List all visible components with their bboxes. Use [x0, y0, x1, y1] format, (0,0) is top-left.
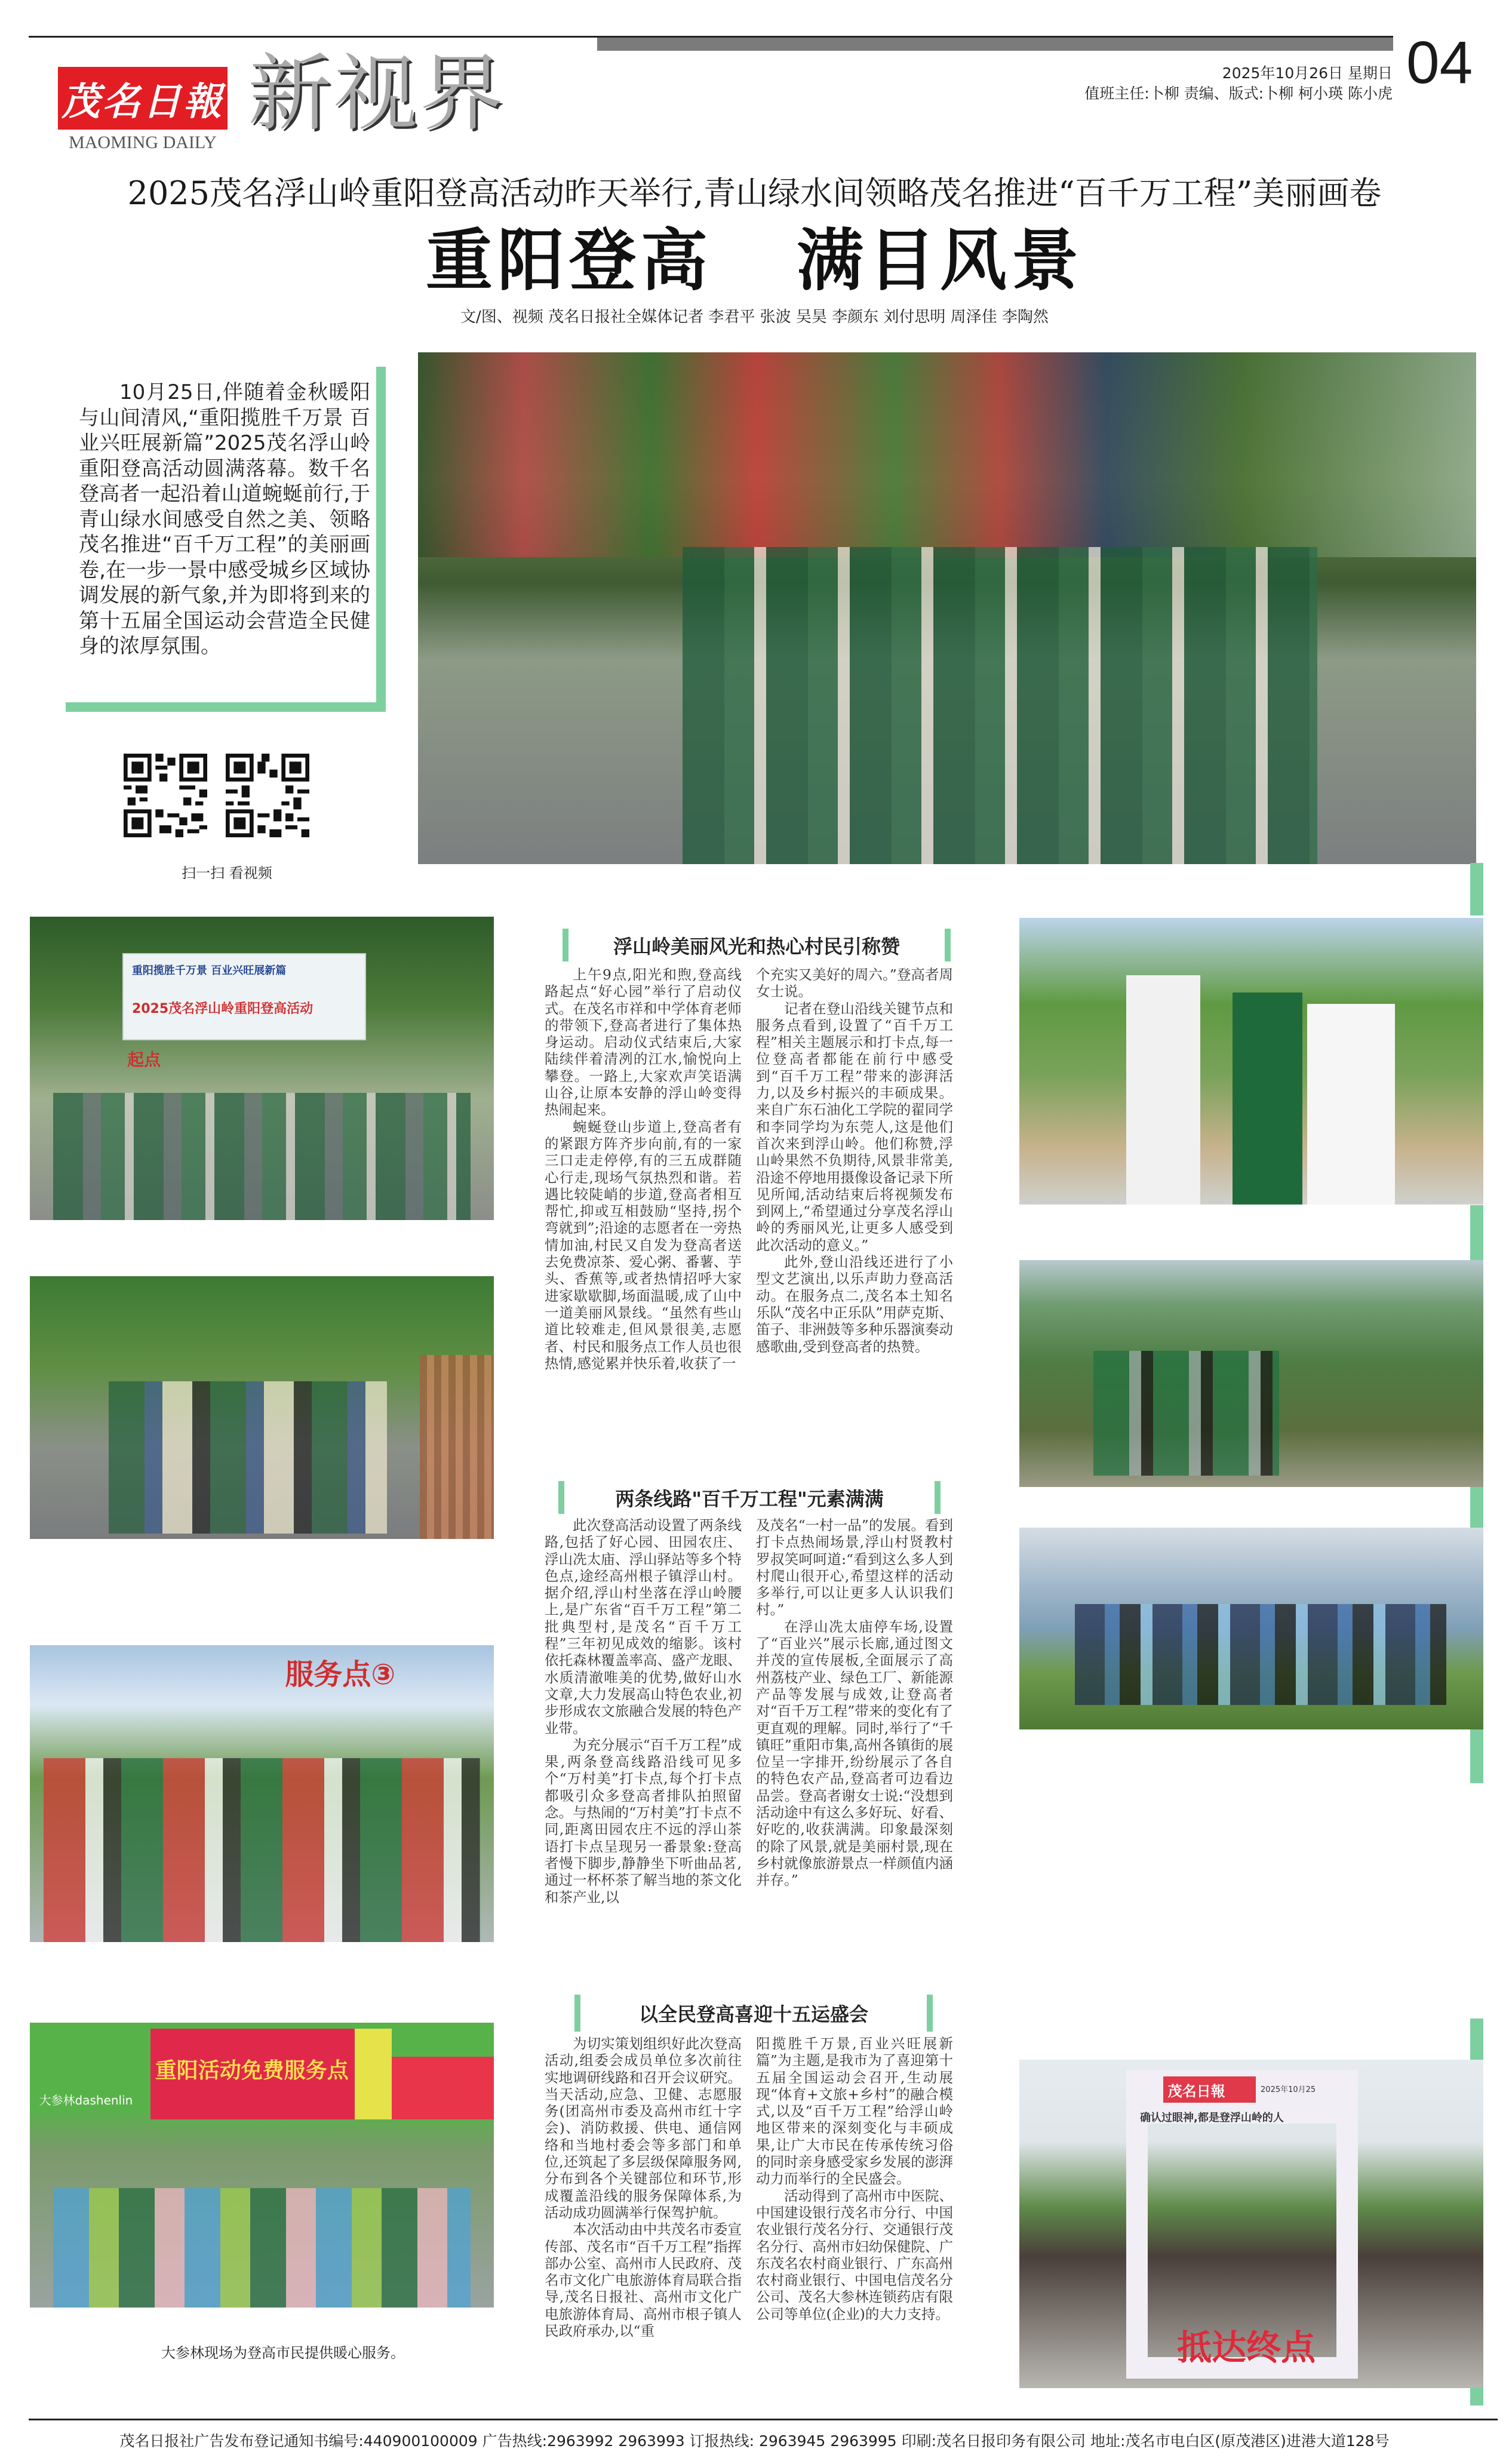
accent-bar	[1470, 2388, 1483, 2405]
photo-group-summit	[1019, 1528, 1483, 1729]
paragraph: 此外,登山沿线还进行了小型文艺演出,以乐声助力登高活动。在服务点二,茂名本土知名乐队“茂名中正乐队”用萨克斯、笛子、非洲鼓等多种乐器演奏动感歌曲,受到登高者的热赞。	[756, 1253, 953, 1355]
article-subheadline: 2025茂名浮山岭重阳登高活动昨天举行,青山绿水间领略茂名推进“百千万工程”美丽画卷	[127, 174, 1382, 212]
paragraph: 为充分展示“百千万工程”成果,两条登高线路沿线可见多个“万村美”打卡点,每个打卡点都吸引众多登高者排队拍照留念。与热闹的“万村美”打卡点不同,距离田园农庄不远的浮山茶语打卡点呈现另一番景象:登高者慢下脚步,静静坐下听曲品茗,通过一杯杯茶了解当地的茶文化和茶产业,以	[545, 1736, 742, 1906]
section-heading-3	[574, 1995, 933, 2032]
intro-frame-horizontal	[66, 702, 386, 712]
paragraph: 记者在登山沿线关键节点和服务点看到,设置了“百千万工程”相关主题展示和打卡点,每一位登高者都能在前行中感受到“百千万工程”带来的澎湃活力,以及乡村振兴的丰硕成果。来自广东石油化工学院的翟同学和李同学均为东莞人,这是他们首次来到浮山岭。他们称赞,浮山岭果然不负期待,风景非常美,沿途不停地用摄像设备记录下所见所闻,活动结束后将视频发布到网上,“希望通过分享茂名浮山岭的秀丽风光,让更多人感受到此次活动的意义。”	[756, 1000, 953, 1253]
qr-code-icon[interactable]	[226, 754, 309, 837]
footer-info: 茂名日报社广告发布登记通知书编号:440900100009 广告热线:2963992 2963993 订报热线: 2963945 2963995 印刷:茂名日报印务有限公司 地址:茂名市电白区(原茂港区)进港大道128号	[119, 2432, 1390, 2450]
paragraph: 个充实又美好的周六。”登高者周女士说。	[756, 966, 953, 1000]
paragraph: 蜿蜒登山步道上,登高者有的紧跟方阵齐步向前,有的一家三口走走停停,有的三五成群随心行走,现场气氛热烈和谐。若遇比较陡峭的步道,登高者相互帮忙,抑或互相鼓励“坚持,拐个弯就到”;沿途的志愿者在一旁热情加油,村民又自发为登高者送去免费凉茶、爱心粥、番薯、芋头、香蕉等,或者热情招呼大家进家歇歇脚,场面温暖,成了山中一道美丽风景线。“虽然有些山道比较难走,但风景很美,志愿者、村民和服务点工作人员也很热情,感觉累并快乐着,收获了一	[545, 1118, 742, 1372]
section-2-column-1	[545, 1517, 742, 1947]
arch-slogan: 重阳揽胜千万景 百业兴旺展新篇	[131, 964, 287, 978]
qr-caption: 扫一扫 看视频	[182, 865, 272, 881]
accent-bar	[1470, 863, 1483, 915]
arch-start-mark: 起点	[127, 1050, 161, 1070]
arch-title: 2025茂名浮山岭重阳登高活动	[131, 1001, 314, 1017]
section-heading-text: 浮山岭美丽风光和热心村民引称赞	[613, 935, 900, 958]
photo-start-arch	[30, 917, 494, 1220]
photo-finish-frame	[1019, 2060, 1483, 2388]
flag-crowd	[418, 352, 1476, 557]
paragraph: 在浮山冼太庙停车场,设置了“百业兴”展示长廊,通过图文并茂的宣传展板,全面展示了高州荔枝产业、绿色工厂、新能源产品等发展与成效,让登高者对“百千万工程”带来的变化有了更直观的理解。同时,举行了“千镇旺”重阳市集,高州各镇街的展位呈一字排开,纷纷展示了各自的特色农产品,登高者可边看边品尝。登高者谢女士说:“没想到活动途中有这么多好玩、好看、好吃的,收获满满。印象最深刻的除了风景,就是美丽村景,现在乡村就像旅游景点一样颜值内涵并存。”	[756, 1618, 953, 1889]
section-3-column-1	[545, 2035, 742, 2405]
qr-code-icon[interactable]	[124, 754, 207, 837]
article-byline: 文/图、视频 茂名日报社全媒体记者 李君平 张波 吴昊 李颜东 刘付思明 周泽佳 李陶然	[460, 308, 1049, 326]
paragraph: 本次活动由中共茂名市委宣传部、茂名市“百千万工程”指挥部办公室、高州市人民政府、茂名市文化广电旅游体育局联合指导,茂名日报社、高州市文化广电旅游体育局、高州市根子镇人民政府承办,以“重	[545, 2221, 742, 2340]
section-1-column-1	[545, 966, 742, 1432]
frame-finish: 抵达终点	[1177, 2327, 1316, 2368]
photo-caption-tent: 大参林现场为登高市民提供暖心服务。	[161, 2345, 405, 2361]
section-heading-text: 两条线路"百千万工程"元素满满	[615, 1487, 884, 1510]
issue-date: 2025年10月26日 星期日	[1222, 64, 1393, 82]
green-shirt-crowd	[683, 547, 1317, 864]
footer-rule	[29, 2419, 1498, 2420]
accent-bar	[1470, 1487, 1483, 1528]
intro-frame-vertical	[376, 367, 386, 712]
section-1-column-2	[756, 966, 953, 1432]
newspaper-logo: 茂名日報	[58, 67, 228, 130]
paragraph: 阳揽胜千万景,百业兴旺展新篇”为主题,是我市为了喜迎第十五届全国运动会召开,生动展现“体育+文旅+乡村”的融合模式,以及“百千万工程”给浮山岭地区带来的深刻变化与丰硕成果,让广大市民在传承传统习俗的同时亲身感受家乡发展的澎湃动力而举行的全民盛会。	[756, 2035, 953, 2188]
hero-photo-hikers	[418, 352, 1476, 864]
paragraph: 为切实策划组织好此次登高活动,组委会成员单位多次前往实地调研线路和召开会议研究。当天活动,应急、卫健、志愿服务(团高州市委及高州市红十字会)、消防救援、供电、通信网络和当地村委会等多部门和单位,还筑起了多层级保障服务网,分布到各个关键部位和环节,形成覆盖沿线的服务保障体系,为活动成功圆满举行保驾护航。	[545, 2035, 742, 2221]
paragraph: 此次登高活动设置了两条线路,包括了好心园、田园农庄、浮山冼太庙、浮山驿站等多个特色点,途经高州根子镇浮山村。据介绍,浮山村坐落在浮山岭腰上,是广东省“百千万工程”第二批典型村,是茂名“百千万工程”三年初见成效的缩影。该村依托森林覆盖率高、盛产龙眼、水质清澈唯美的优势,做好山水文章,大力发展高山特色农业,初步形成农文旅融合发展的特色产业带。	[545, 1517, 742, 1737]
accent-bar	[1470, 1205, 1483, 1261]
photo-tent-service	[30, 2023, 494, 2308]
frame-logo: 茂名日報	[1167, 2083, 1225, 2100]
accent-bar	[1470, 2018, 1483, 2060]
paragraph: 上午9点,阳光和煦,登高线路起点“好心园”举行了启动仪式。在茂名市祥和中学体育老师的带领下,登高者进行了集体热身运动。启动仪式结束后,大家陆续伴着清冽的江水,愉悦向上攀登。一路上,大家欢声笑语满山谷,让原本安静的浮山岭变得热闹起来。	[545, 966, 742, 1119]
frame-date: 2025年10月25	[1261, 2085, 1316, 2094]
photo-three-hikers	[1019, 918, 1483, 1205]
accent-bar	[1470, 1729, 1483, 1783]
photo-hikers-road	[30, 1276, 494, 1539]
section-heading-text: 以全民登高喜迎十五运盛会	[638, 2003, 868, 2026]
editor-credits: 值班主任:卜柳 责编、版式:卜柳 柯小瑛 陈小虎	[1084, 85, 1393, 102]
tent-banner: 重阳活动免费服务点	[155, 2059, 349, 2084]
paragraph: 活动得到了高州市中医院、中国建设银行茂名市分行、中国农业银行茂名分行、交通银行茂名分行、高州市妇幼保健院、广东茂名农村商业银行、广东高州农村商业银行、中国电信茂名分公司、茂名大参林连锁药店有限公司等单位(企业)的大力支持。	[756, 2187, 953, 2322]
frame-slogan: 确认过眼神,都是登浮山岭的人	[1140, 2111, 1284, 2124]
newspaper-logo-english: MAOMING DAILY	[69, 133, 217, 152]
paragraph: 及茂名“一村一品”的发展。看到打卡点热闹场景,浮山村贤教村罗叔笑呵呵道:“看到这么多人到村爬山很开心,希望这样的活动多举行,可以让更多人认识我们村。”	[756, 1517, 953, 1618]
page-number: 04	[1406, 29, 1473, 96]
section-2-column-2	[756, 1517, 953, 1947]
section-heading-1	[563, 929, 951, 961]
tent-brand: 大参林dashenlin	[39, 2093, 133, 2108]
header-gray-bar	[597, 38, 1393, 51]
photo-service-point	[30, 1645, 494, 1942]
section-heading-2	[558, 1481, 941, 1514]
article-intro: 10月25日,伴随着金秋暖阳与山间清风,“重阳揽胜千万景 百业兴旺展新篇”2025茂名浮山岭重阳登高活动圆满落幕。数千名登高者一起沿着山道蜿蜒前行,于青山绿水间感受自然之美、领略茂名推进“百千万工程”的美丽画卷,在一步一景中感受城乡区域协调发展的新气象,并为即将到来的第十五届全国运动会营造全民健身的浓厚氛围。	[79, 380, 370, 658]
section-3-column-2	[756, 2035, 953, 2405]
article-headline: 重阳登高 满目风景	[426, 222, 1083, 300]
photo-stairs-hikers	[1019, 1260, 1483, 1487]
section-title: 新视界	[248, 45, 506, 143]
service-point-sign: 服务点③	[285, 1657, 395, 1691]
